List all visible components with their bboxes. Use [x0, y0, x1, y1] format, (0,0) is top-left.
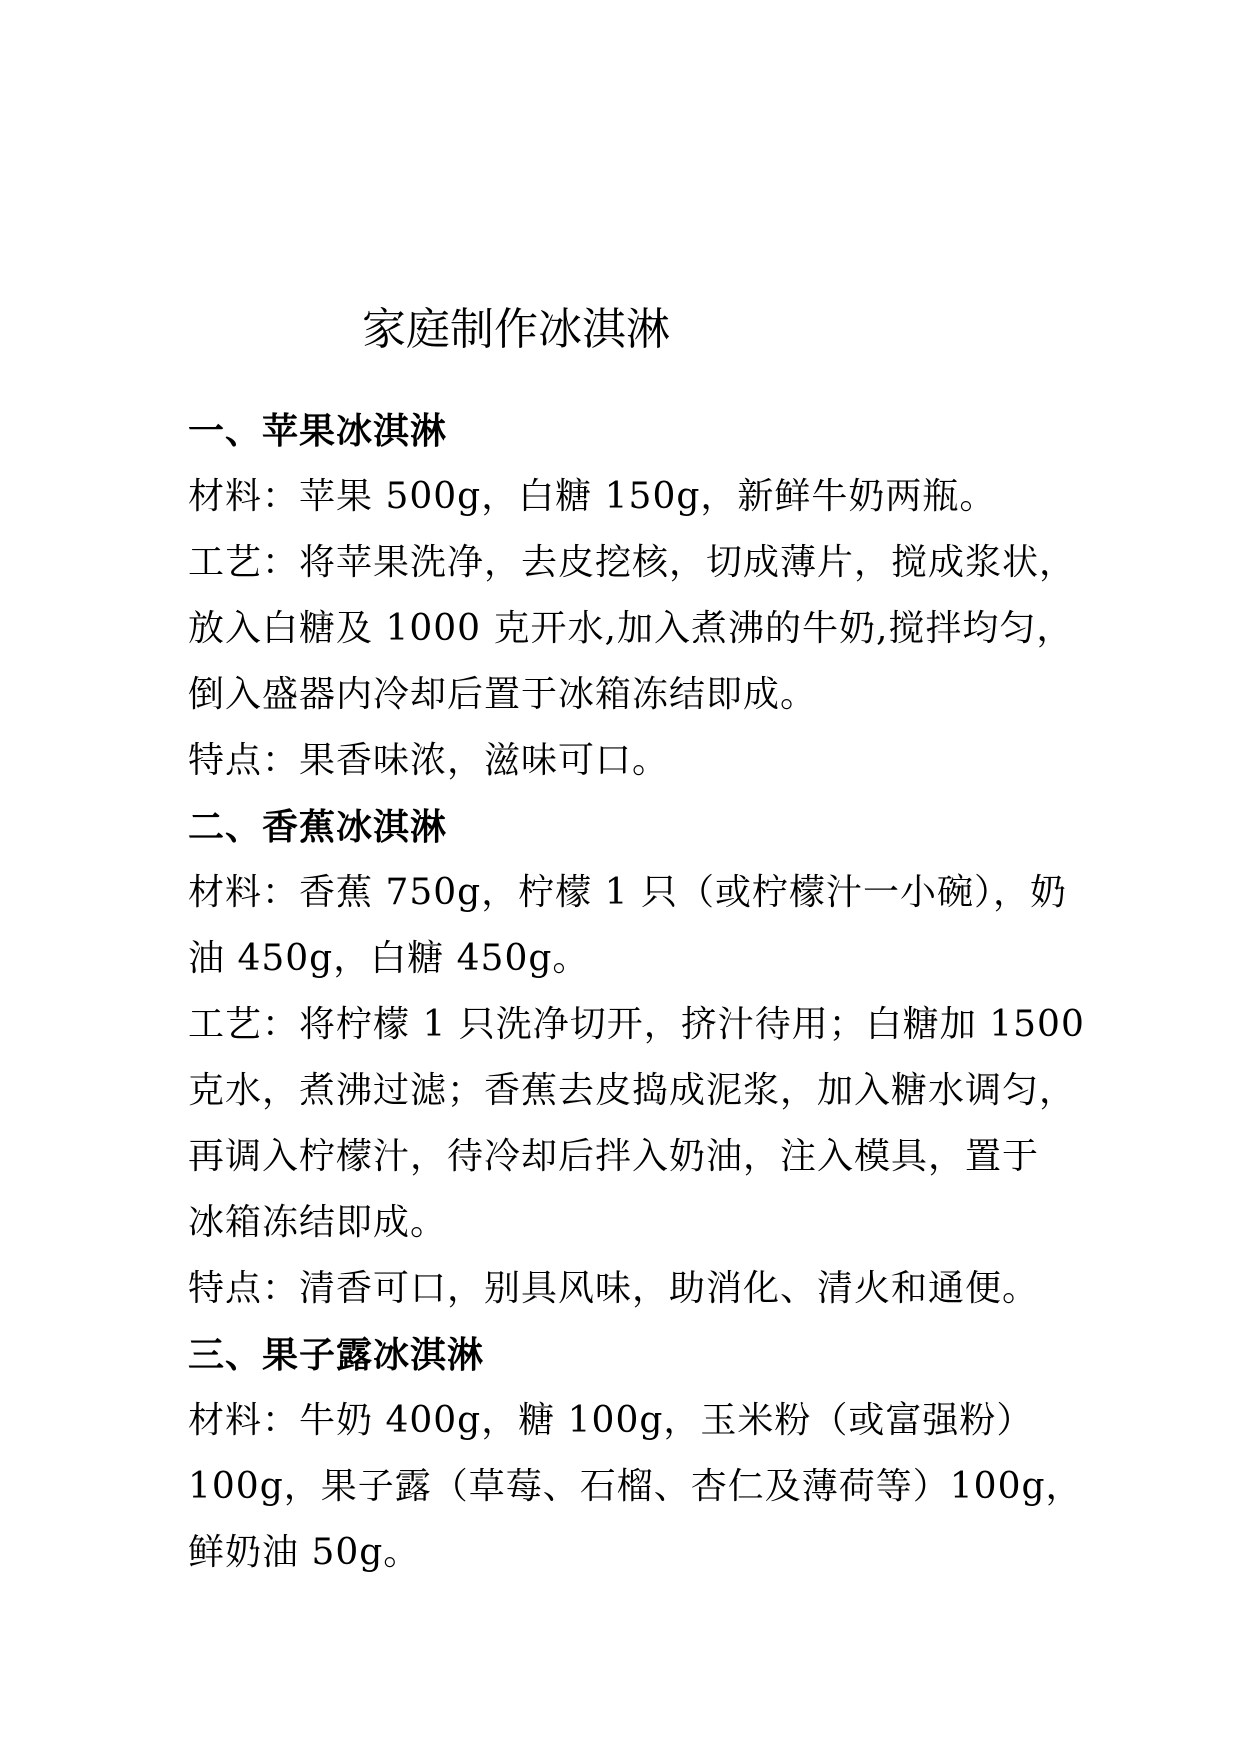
paragraph-line: 工艺：将柠檬 1 只洗净切开，挤汁待用；白糖加 1500: [188, 1004, 1085, 1045]
document-title: 家庭制作冰淇淋: [362, 304, 670, 355]
paragraph-line: 放入白糖及 1000 克开水,加入煮沸的牛奶,搅拌均匀，: [188, 608, 1074, 649]
section-heading-fruit-syrup: 三、果子露冰淇淋: [188, 1334, 485, 1376]
paragraph-line: 特点：果香味浓，滋味可口。: [188, 740, 670, 781]
paragraph-line: 克水，煮沸过滤；香蕉去皮捣成泥浆，加入糖水调匀，: [188, 1070, 1077, 1111]
paragraph-line: 倒入盛器内冷却后置于冰箱冻结即成。: [188, 674, 818, 715]
paragraph-line: 特点：清香可口，别具风味，助消化、清火和通便。: [188, 1268, 1040, 1309]
paragraph-line: 材料：苹果 500g，白糖 150g，新鲜牛奶两瓶。: [188, 476, 997, 517]
section-heading-apple: 一、苹果冰淇淋: [188, 410, 448, 452]
paragraph-line: 鲜奶油 50g。: [188, 1532, 421, 1573]
document-body: [188, 398, 1085, 1586]
paragraph-line: 再调入柠檬汁，待冷却后拌入奶油，注入模具，置于: [188, 1136, 1040, 1177]
paragraph-line: 材料：香蕉 750g，柠檬 1 只（或柠檬汁一小碗），奶: [188, 872, 1067, 913]
paragraph-line: 油 450g，白糖 450g。: [188, 938, 590, 979]
section-heading-banana: 二、香蕉冰淇淋: [188, 806, 448, 848]
paragraph-line: 工艺：将苹果洗净，去皮挖核，切成薄片，搅成浆状，: [188, 542, 1077, 583]
paragraph-line: 材料：牛奶 400g，糖 100g，玉米粉（或富强粉）: [188, 1400, 1034, 1441]
paragraph-line: 100g，果子露（草莓、石榴、杏仁及薄荷等）100g，: [188, 1466, 1083, 1507]
paragraph-line: 冰箱冻结即成。: [188, 1202, 448, 1243]
